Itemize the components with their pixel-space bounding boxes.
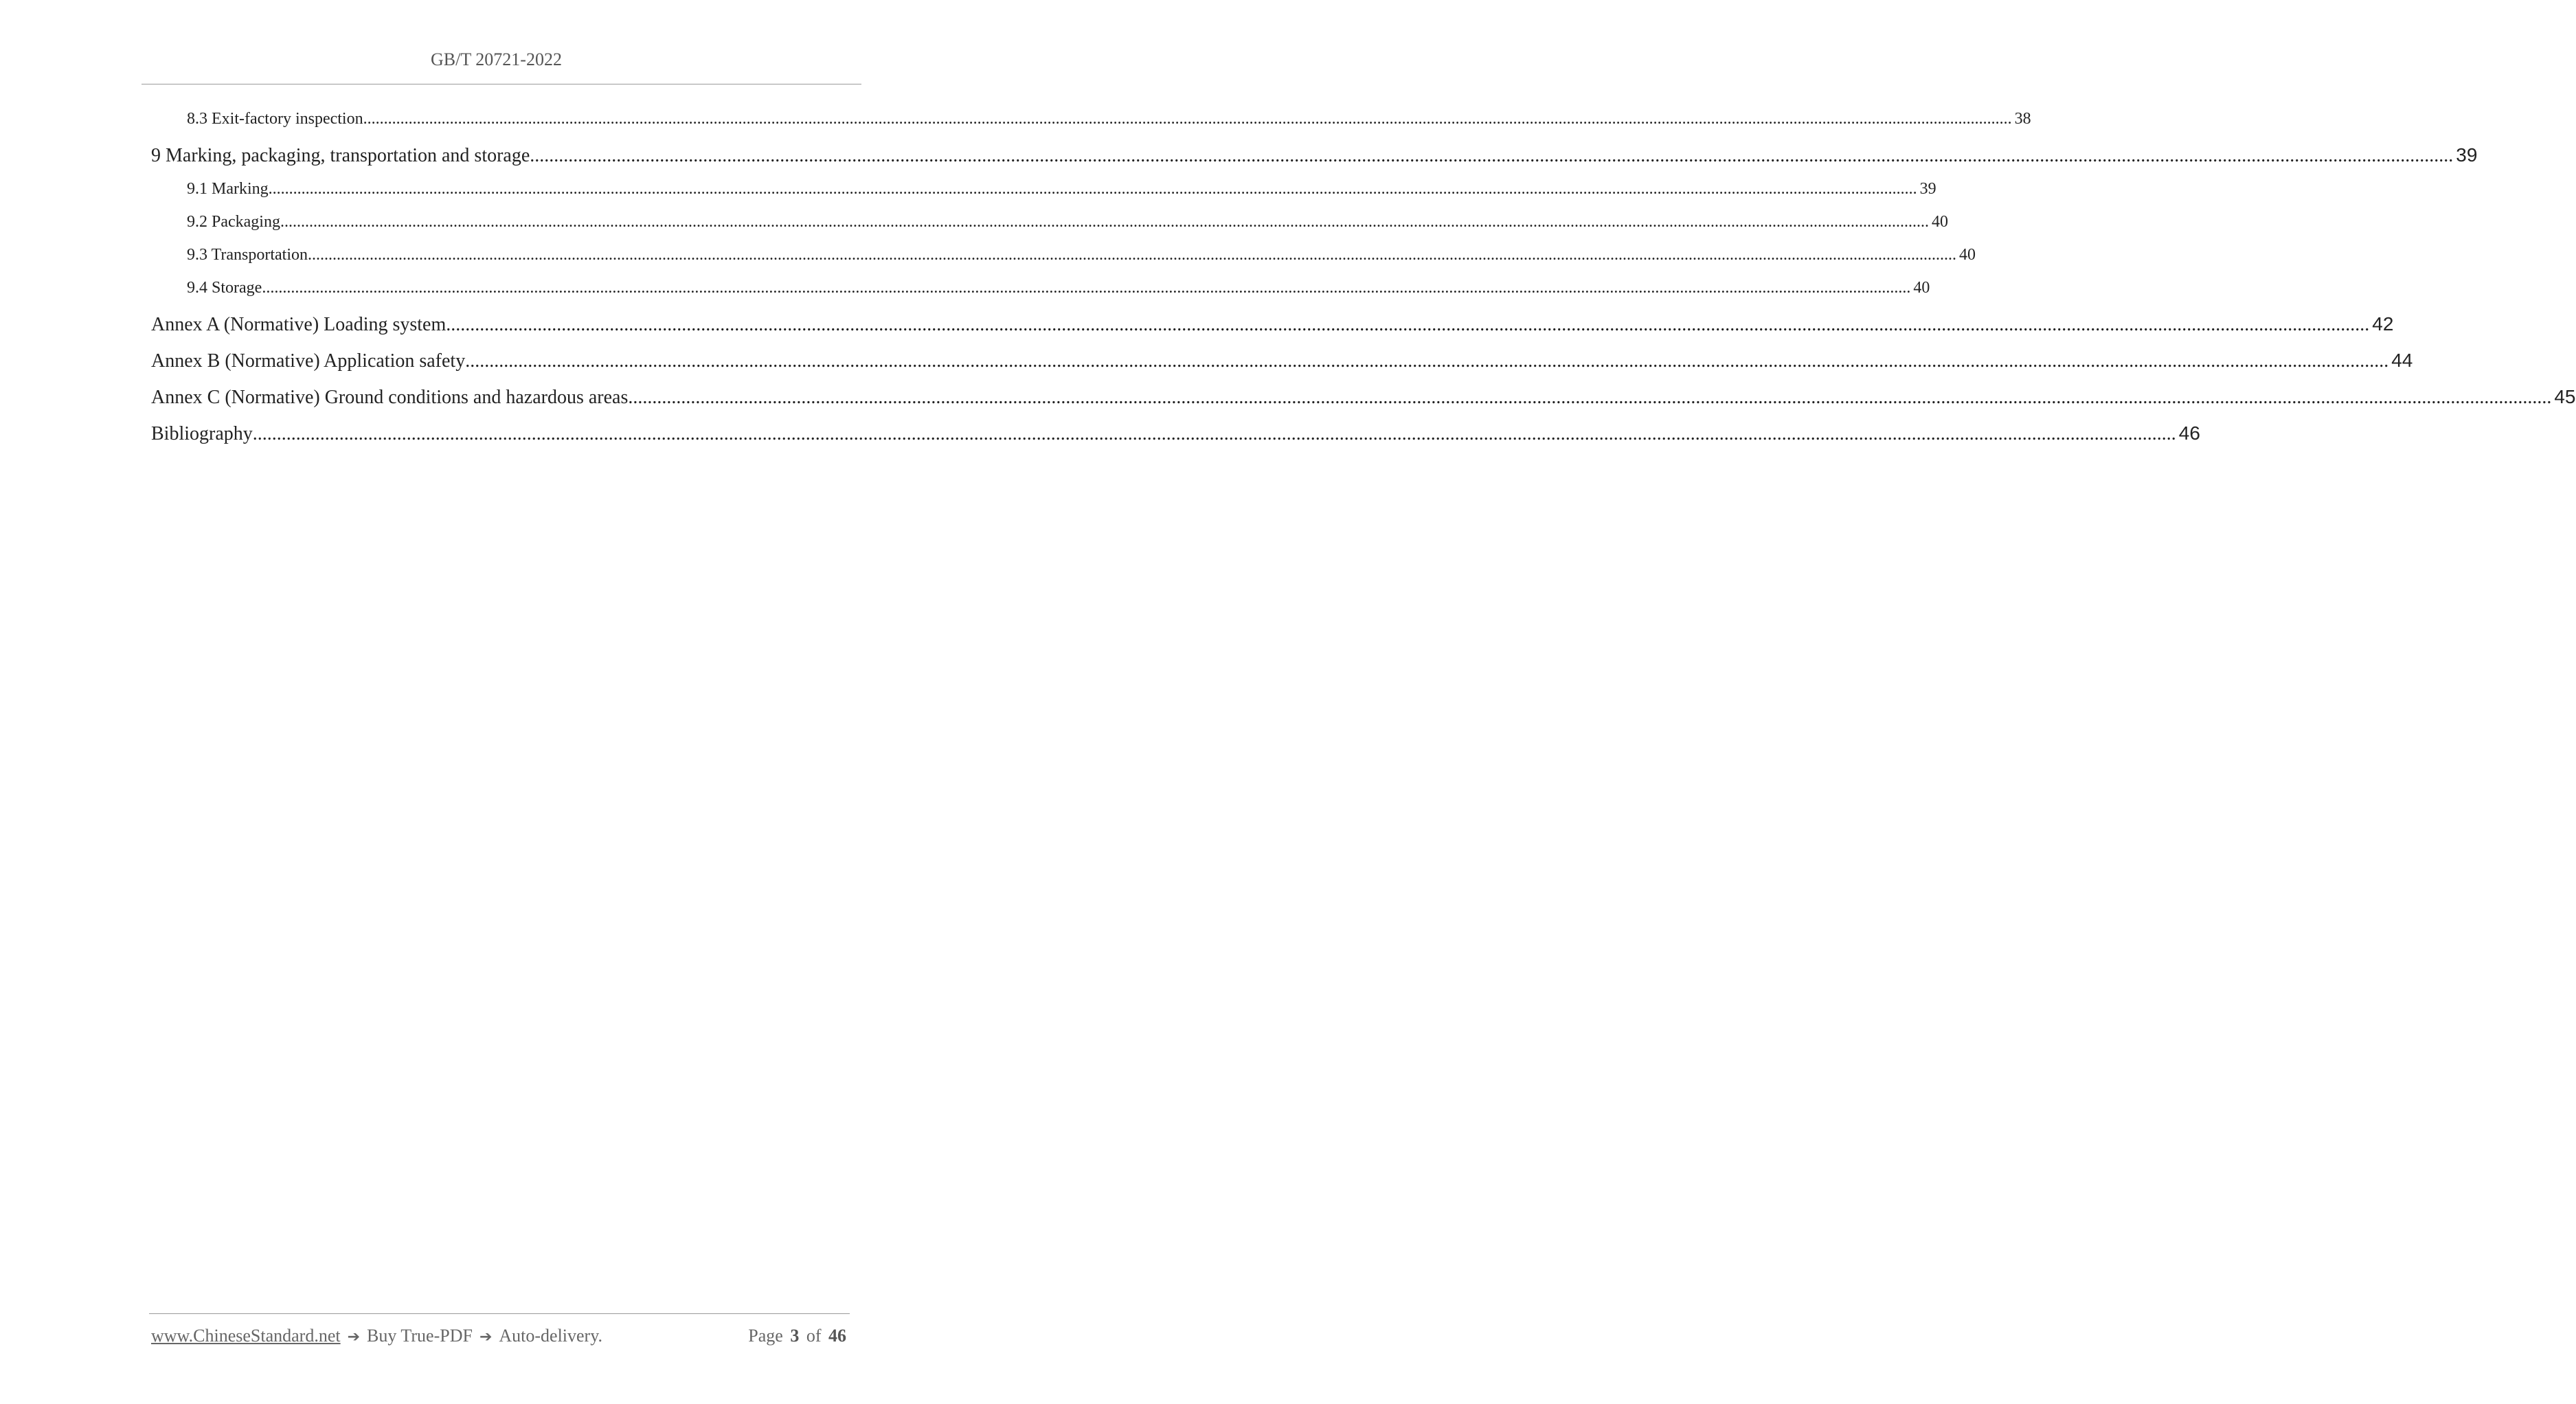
toc-entry-title: 9.1 Marking — [187, 180, 269, 198]
page-footer — [151, 1326, 846, 1346]
toc-leader-dots: ................................................................................................................................................................................................................................................................................................................................................................................................................ — [363, 110, 2012, 128]
toc-leader-dots: ................................................................................................................................................................................................................................................................................................................................................................................................................ — [308, 246, 1957, 264]
toc-entry[interactable] — [151, 144, 2478, 167]
toc-entry[interactable] — [187, 279, 1930, 297]
toc-leader-dots: ................................................................................................................................................................................................................................................................................................................................................................................................................ — [446, 314, 2370, 335]
toc-entry-title: 9.4 Storage — [187, 279, 262, 297]
footer-divider — [149, 1313, 850, 1314]
toc-leader-dots: ................................................................................................................................................................................................................................................................................................................................................................................................................ — [252, 423, 2176, 444]
page-label: Page — [748, 1326, 783, 1346]
toc-entry[interactable] — [151, 350, 2413, 372]
auto-delivery-text: Auto-delivery. — [499, 1326, 603, 1346]
toc-entry[interactable] — [151, 386, 2576, 409]
toc-entry-page: 38 — [2014, 110, 2031, 128]
page-number — [745, 1326, 846, 1346]
right-arrow-icon: ➔ — [479, 1328, 493, 1346]
toc-leader-dots: ................................................................................................................................................................................................................................................................................................................................................................................................................ — [268, 180, 1917, 198]
toc-entry-page: 42 — [2372, 313, 2394, 335]
toc-entry[interactable] — [151, 422, 2200, 445]
toc-leader-dots: ................................................................................................................................................................................................................................................................................................................................................................................................................ — [465, 350, 2389, 372]
toc-entry-title: 9.3 Transportation — [187, 246, 308, 264]
toc-entry-page: 40 — [1931, 213, 1948, 231]
right-arrow-icon: ➔ — [347, 1328, 361, 1346]
toc-entry-page: 39 — [2456, 144, 2478, 166]
footer-promo — [151, 1326, 602, 1346]
toc-entry-page: 45 — [2554, 386, 2576, 407]
toc-leader-dots: ................................................................................................................................................................................................................................................................................................................................................................................................................ — [262, 279, 1911, 297]
toc-leader-dots: ................................................................................................................................................................................................................................................................................................................................................................................................................ — [628, 387, 2552, 408]
toc-entry-page: 40 — [1959, 246, 1976, 264]
toc-entry-title: 9 Marking, packaging, transportation and storage — [151, 145, 530, 166]
toc-entry[interactable] — [187, 110, 2031, 128]
toc-entry-title: Bibliography — [151, 423, 253, 444]
toc-entry-title: Annex C (Normative) Ground conditions and hazardous areas — [151, 387, 629, 408]
website-link[interactable]: www.ChineseStandard.net — [151, 1326, 341, 1346]
toc-entry-page: 46 — [2178, 422, 2200, 444]
buy-true-pdf-text: Buy True-PDF — [367, 1326, 473, 1346]
toc-entry-title: 9.2 Packaging — [187, 213, 280, 231]
toc-entry-title: 8.3 Exit-factory inspection — [187, 110, 363, 128]
toc-leader-dots: ................................................................................................................................................................................................................................................................................................................................................................................................................ — [530, 145, 2454, 166]
current-page: 3 — [790, 1326, 800, 1346]
toc-entry-page: 39 — [1919, 180, 1936, 198]
toc-entry-title: Annex A (Normative) Loading system — [151, 314, 447, 335]
toc-entry[interactable] — [187, 180, 1936, 199]
toc-entry[interactable] — [187, 246, 1976, 264]
toc-entry[interactable] — [151, 313, 2394, 336]
document-id-header: GB/T 20721-2022 — [431, 49, 562, 69]
page-of-label: of — [806, 1326, 822, 1346]
toc-leader-dots: ................................................................................................................................................................................................................................................................................................................................................................................................................ — [280, 213, 1929, 231]
toc-entry-page: 40 — [1913, 279, 1930, 297]
total-pages: 46 — [828, 1326, 846, 1346]
toc-entry[interactable] — [187, 213, 1948, 231]
toc-entry-page: 44 — [2391, 350, 2413, 371]
toc-entry-title: Annex B (Normative) Application safety — [151, 350, 466, 372]
